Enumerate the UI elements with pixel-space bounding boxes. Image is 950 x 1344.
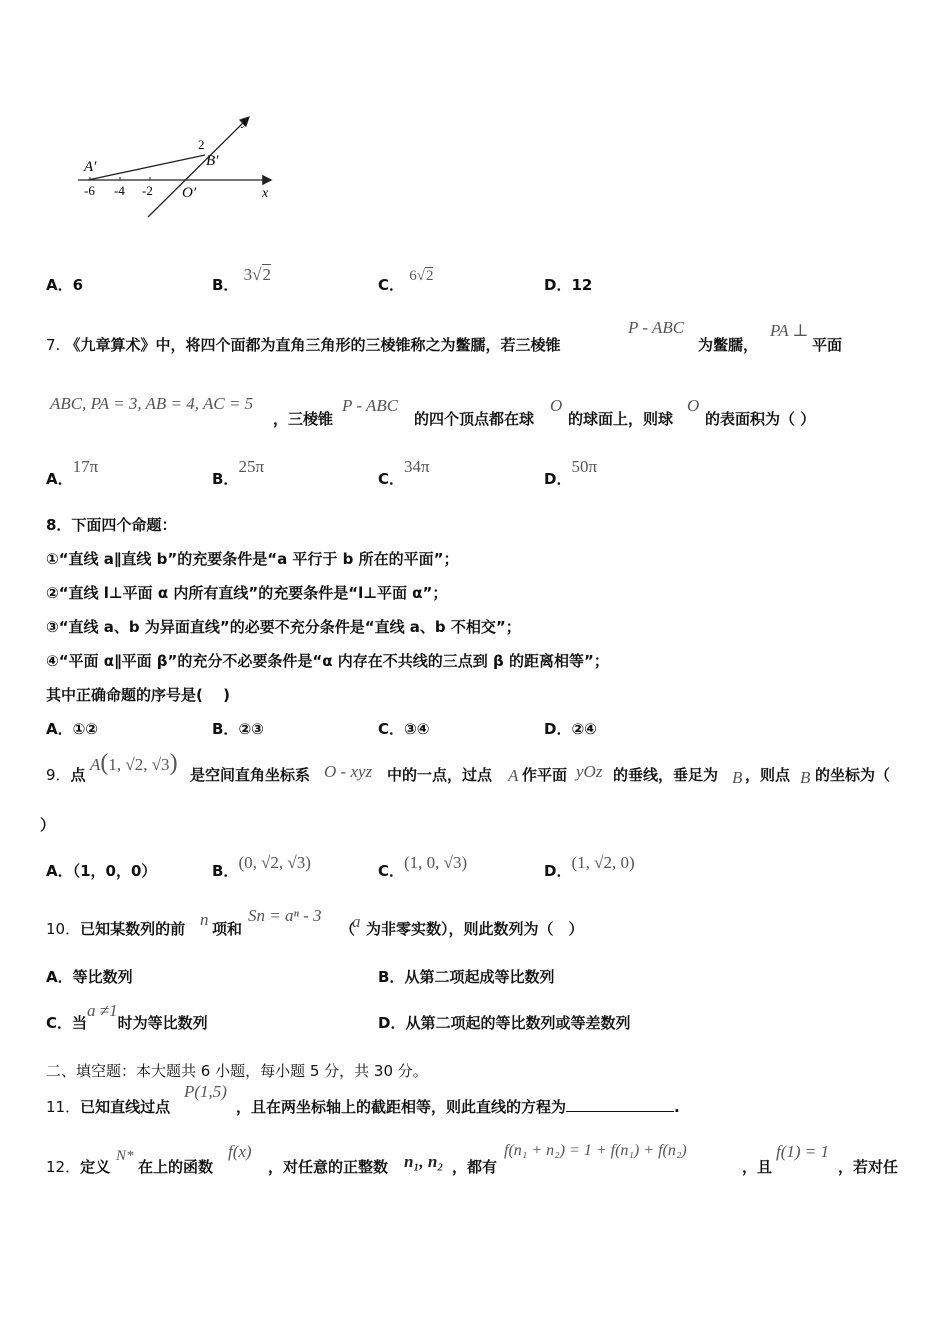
coordinate-figure bbox=[70, 105, 290, 225]
q7-option-b[interactable]: B．25π bbox=[212, 457, 265, 488]
q8-title: 8．下面四个命题： bbox=[46, 516, 177, 534]
q8-ask: 其中正确命题的序号是( ) bbox=[46, 686, 230, 704]
segment-ab bbox=[88, 155, 205, 180]
q10-math3: a bbox=[352, 912, 361, 931]
q7-option-d[interactable]: D．50π bbox=[544, 457, 598, 488]
q7-text2: 为鳖臑， bbox=[698, 336, 759, 354]
q6-option-a[interactable]: A．6 bbox=[46, 276, 84, 294]
q8-item: ①“直线 a∥直线 b”的充要条件是“a 平行于 b 所在的平面”； bbox=[46, 550, 459, 568]
q9-text2: 是空间直角坐标系 bbox=[190, 766, 311, 784]
q7-math2: PA ⊥ bbox=[770, 321, 809, 340]
q7-math5: O bbox=[550, 396, 563, 415]
x-axis-label: x bbox=[262, 186, 269, 201]
y-axis-label: y bbox=[242, 114, 249, 129]
q9-option-b[interactable]: B．(0, √2, √3) bbox=[212, 853, 311, 880]
q12-math1: N* bbox=[116, 1148, 134, 1164]
q12-text6: ，若对任 bbox=[838, 1158, 899, 1176]
q9-point-a: A(1, √2, √3) bbox=[90, 750, 178, 776]
q7-option-c[interactable]: C．34π bbox=[378, 457, 430, 488]
q10-start: 10．已知某数列的前 bbox=[46, 920, 186, 938]
section-title: 二、填空题：本大题共 6 小题，每小题 5 分，共 30 分。 bbox=[46, 1062, 428, 1080]
q9-text7: 的坐标为（ bbox=[815, 766, 891, 784]
q9-math3: A bbox=[508, 766, 519, 785]
q9-math6: B bbox=[800, 768, 811, 787]
q11-start: 11．已知直线过点 bbox=[46, 1098, 171, 1116]
q12-text3: ，对任意的正整数 bbox=[268, 1158, 389, 1176]
q7-text5: 的四个顶点都在球 bbox=[414, 410, 535, 428]
tick-label: -6 bbox=[84, 183, 95, 198]
q9-text5: 的垂线，垂足为 bbox=[613, 766, 719, 784]
q12-math4: f(n₁ + n₂) = 1 + f(n₁) + f(n₂) bbox=[504, 1142, 687, 1159]
q10-math2: Sn = aⁿ - 3 bbox=[248, 906, 322, 925]
answer-blank[interactable] bbox=[566, 1097, 674, 1112]
q8-item: ③“直线 a、b 为异面直线”的必要不充分条件是“直线 a、b 不相交”； bbox=[46, 618, 521, 636]
q8-option-d[interactable]: D．②④ bbox=[544, 720, 597, 738]
q8-item: ④“平面 α∥平面 β”的充分不必要条件是“α 内存在不共线的三点到 β 的距离相等”； bbox=[46, 652, 609, 670]
y-axis bbox=[148, 118, 248, 217]
q10-option-d[interactable]: D．从第二项起的等比数列或等差数列 bbox=[378, 1014, 631, 1032]
q12-text2: 在上的函数 bbox=[138, 1158, 214, 1176]
q12-math3: n₁, n₂ bbox=[404, 1152, 444, 1171]
y-tick-label: 2 bbox=[198, 137, 205, 152]
q12-start: 12．定义 bbox=[46, 1158, 111, 1176]
q11-rest: ，且在两坐标轴上的截距相等，则此直线的方程为 . bbox=[236, 1098, 680, 1116]
q9-math4: yOz bbox=[576, 762, 603, 781]
point-a-label: A′ bbox=[84, 159, 97, 175]
q10-text3: （ bbox=[340, 920, 356, 938]
q7-text7: 的表面积为（ ） bbox=[705, 410, 816, 428]
q7-text3: 平面 bbox=[812, 336, 843, 354]
q8-item: ②“直线 l⊥平面 α 内所有直线”的充要条件是“l⊥平面 α”； bbox=[46, 584, 448, 602]
q9-text4: 作平面 bbox=[522, 766, 568, 784]
q8-option-c[interactable]: C．③④ bbox=[378, 720, 430, 738]
q10-option-c[interactable]: C．当a ≠1时为等比数列 bbox=[46, 1001, 208, 1032]
q8-option-a[interactable]: A．①② bbox=[46, 720, 99, 738]
tick-label: -2 bbox=[142, 183, 153, 198]
q9-math5: B bbox=[732, 768, 743, 787]
point-b-label: B′ bbox=[206, 153, 219, 169]
q12-math2: f(x) bbox=[228, 1142, 252, 1161]
q9-option-a[interactable]: A．（1，0，0） bbox=[46, 862, 157, 880]
q10-text4: 为非零实数），则此数列为（ ） bbox=[366, 920, 584, 938]
q10-math1: n bbox=[200, 910, 209, 929]
q6-option-b[interactable]: B． 3√2 bbox=[212, 265, 272, 294]
q9-text8: ） bbox=[40, 816, 56, 834]
q7-line1: 7. 《九章算术》中，将四个面都为直角三角形的三棱锥称之为鳖臑，若三棱锥 bbox=[46, 336, 561, 354]
q7-math3: ABC, PA = 3, AB = 4, AC = 5 bbox=[50, 394, 254, 413]
tick-label: -4 bbox=[114, 183, 125, 198]
q6-option-d[interactable]: D．12 bbox=[544, 276, 593, 294]
q12-math5: f(1) = 1 bbox=[776, 1142, 830, 1161]
q9-text6: ，则点 bbox=[745, 766, 791, 784]
q6-option-c[interactable]: C． 6√2 bbox=[378, 268, 434, 294]
q11-math1: P(1,5) bbox=[184, 1082, 227, 1101]
q10-option-b[interactable]: B．从第二项起成等比数列 bbox=[378, 968, 555, 986]
q7-text4: ，三棱锥 bbox=[273, 410, 334, 428]
q9-math2: O - xyz bbox=[324, 762, 373, 781]
q9-option-d[interactable]: D．(1, √2, 0) bbox=[544, 853, 635, 880]
q9-start: 9．点 bbox=[46, 766, 86, 784]
origin-label: O′ bbox=[182, 185, 197, 201]
q9-option-c[interactable]: C．(1, 0, √3) bbox=[378, 853, 468, 880]
q7-text6: 的球面上，则球 bbox=[568, 410, 674, 428]
q7-math6: O bbox=[687, 396, 700, 415]
q8-option-b[interactable]: B．②③ bbox=[212, 720, 264, 738]
q9-text3: 中的一点，过点 bbox=[387, 766, 493, 784]
q7-option-a[interactable]: A．17π bbox=[46, 457, 99, 488]
q12-text4: ，都有 bbox=[452, 1158, 498, 1176]
q10-text2: 项和 bbox=[212, 920, 243, 938]
q7-math1: P - ABC bbox=[628, 318, 685, 337]
q10-option-a[interactable]: A．等比数列 bbox=[46, 968, 133, 986]
q12-text5: ，且 bbox=[742, 1158, 773, 1176]
q7-math4: P - ABC bbox=[342, 396, 399, 415]
